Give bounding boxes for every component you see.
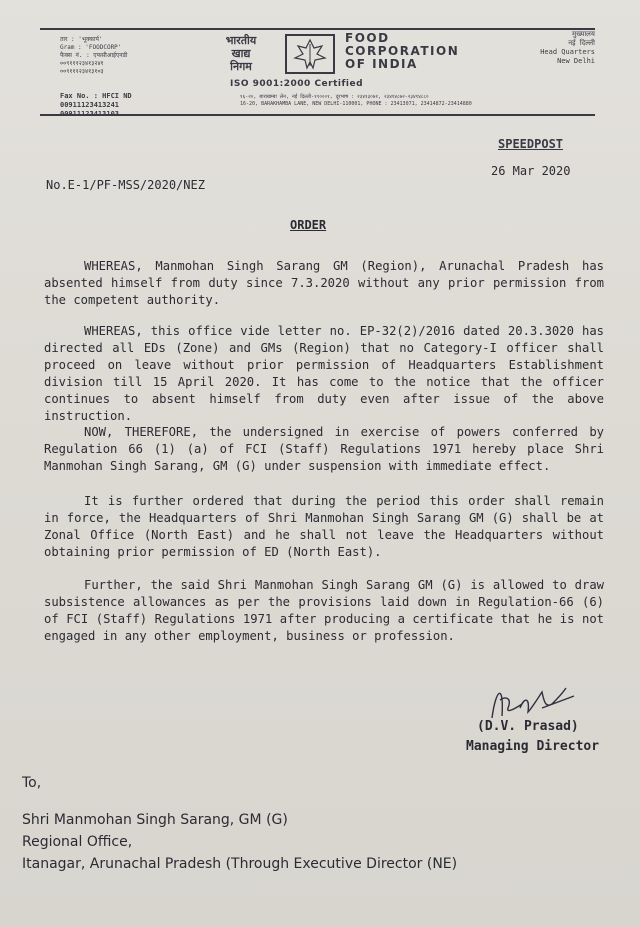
- letterhead-contact-left: [60, 36, 127, 76]
- paragraph-text: Further, the said Shri Manmohan Singh Sarang GM (G) is allowed to draw subsistence allowances as per the provisions laid down in Regulation-66 (6) of FCI (Staff) Regulations 1971 after producing a certificate that he is not engaged in any other employment, business or profession.: [44, 578, 604, 643]
- hindi-name-line: खाद्य: [231, 47, 251, 60]
- speedpost-label: SPEEDPOST: [498, 137, 564, 151]
- letterhead-left-line: ००९१११२३४१३२४१: [60, 60, 104, 67]
- hq-line: New Delhi: [557, 57, 595, 65]
- iso-certification: ISO 9001:2000 Certified: [230, 79, 364, 89]
- signatory-name: (D.V. Prasad): [477, 719, 579, 734]
- hindi-name-line: निगम: [230, 60, 252, 73]
- hq-line: नई दिल्ली: [568, 39, 595, 47]
- fci-logo-icon: [285, 34, 335, 74]
- document-date: 26 Mar 2020: [491, 164, 571, 178]
- hindi-name-line: भारतीय: [225, 34, 257, 47]
- letterhead-hq: [520, 30, 595, 66]
- fax-line: 00911123413103: [60, 110, 120, 118]
- paragraph-text: It is further ordered that during the period this order shall remain in force, the Headquarters of Shri Manmohan Singh Sarang GM (G) shall be at Zonal Office (North East) and he shall not leave the Headquarters without obtaining prior permission of ED (North East).: [44, 494, 604, 559]
- english-name-line: CORPORATION: [345, 44, 460, 58]
- recipient-to: To,: [22, 775, 42, 791]
- letterhead-hindi-name: [202, 34, 280, 73]
- fax-line: 00911123413241: [60, 101, 120, 109]
- letterhead-address: [240, 94, 472, 108]
- recipient-line: Shri Manmohan Singh Sarang, GM (G): [22, 812, 288, 828]
- letterhead-left-line: तार : 'भूक्कार्प': [60, 36, 103, 43]
- hq-line: Head Quarters: [540, 48, 595, 56]
- paragraph: [44, 424, 604, 475]
- hq-line: मुख्यालय: [572, 30, 595, 38]
- paragraph: [44, 493, 604, 561]
- fax-line: Fax No. : HFCI ND: [60, 92, 132, 100]
- paragraph-text: NOW, THEREFORE, the undersigned in exercise of powers conferred by Regulation 66 (1) (a) of FCI (Staff) Regulations 1971 hereby place Shri Manmohan Singh Sarang, GM (G) under suspension with immediate effect.: [44, 425, 604, 473]
- paragraph: [44, 323, 604, 425]
- letterhead-english-name: [345, 32, 459, 71]
- letterhead-left-line: ००९१११२३४१३१०३: [60, 68, 104, 75]
- signatory-title: Managing Director: [466, 739, 600, 754]
- english-name-line: FOOD: [345, 31, 390, 45]
- letterhead-left-line: Gram : 'FOODCORP': [60, 44, 122, 51]
- recipient-line: Itanagar, Arunachal Pradesh (Through Executive Director (NE): [22, 856, 458, 872]
- recipient-line: Regional Office,: [22, 834, 133, 850]
- letterhead-left-line: फैक्स नं. : एफसीआईएनडी: [60, 52, 128, 59]
- english-name-line: OF INDIA: [345, 57, 418, 71]
- paragraph-text: WHEREAS, this office vide letter no. EP-32(2)/2016 dated 20.3.3020 has directed all EDs (Zone) and GMs (Region) that no Category-I officer shall proceed on leave without prior permission of Headquarters Establishment division till 15 April 2020. It has come to the notice that the officer continues to absent himself from duty even after issue of the above instruction.: [44, 324, 604, 423]
- paragraph-text: WHEREAS, Manmohan Singh Sarang GM (Region), Arunachal Pradesh has absented himself from duty since 7.3.2020 without any prior permission from the competent authority.: [44, 259, 604, 307]
- letterhead: [40, 22, 595, 122]
- document-heading: ORDER: [290, 218, 327, 232]
- reference-number: No.E-1/PF-MSS/2020/NEZ: [46, 178, 205, 192]
- paragraph: [44, 577, 604, 645]
- address-line: 16-20, BARAKHAMBA LANE, NEW DELHI-110001, PHONE : 23413071, 23414872-23414880: [240, 101, 472, 107]
- letterhead-fax: [60, 92, 132, 119]
- address-line: १६-२०, बाराखम्बा लेन, नई दिल्ली-११०००१, दूरभाष : २३४१३०७१, २३४१४८७२-२३४१४८८०: [240, 94, 429, 100]
- paragraph: [44, 258, 604, 309]
- letterhead-top-rule: [40, 28, 595, 30]
